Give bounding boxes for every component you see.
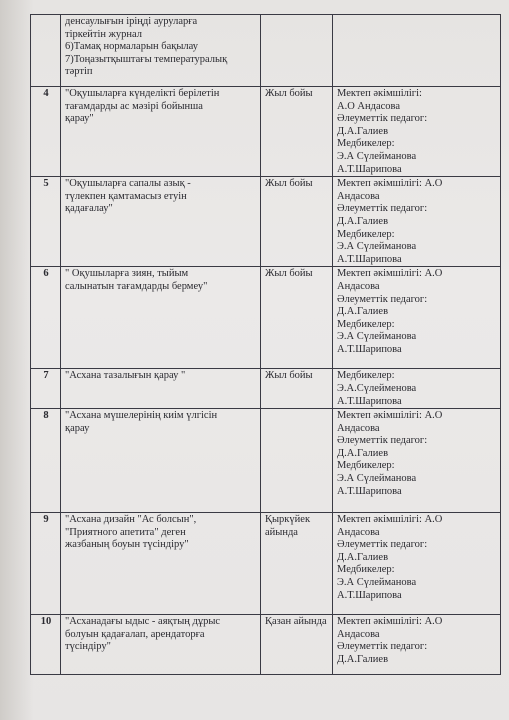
period: Жыл бойы (261, 87, 333, 177)
responsible-line: Әлеуметтік педагог: (337, 203, 428, 215)
responsible-line: Э.А Сүлейманова (337, 331, 417, 343)
responsible-line: Э.А Сүлейманова (337, 241, 417, 253)
responsible-line: Әлеуметтік педагог: (337, 539, 428, 551)
event-line: "Оқушыларға сапалы азық - (65, 178, 191, 190)
period: Қазан айында (261, 615, 333, 675)
period: Жыл бойы (261, 369, 333, 409)
responsible-line: Андасова (337, 628, 380, 640)
responsible-line: Әлеуметтік педагог: (337, 435, 428, 447)
responsible-line: Э.А Сүлейманова (337, 473, 417, 485)
event-line: "Асхана мүшелерінің киім үлгісін (65, 410, 218, 422)
event-description (61, 267, 261, 369)
event-line: қарау" (65, 113, 94, 125)
event-line: тәртіп (65, 66, 93, 78)
row-number: 4 (31, 87, 61, 177)
table-row (31, 409, 501, 513)
responsible-persons (333, 87, 501, 177)
responsible-line: Әлеуметтік педагог: (337, 293, 428, 305)
table-row (31, 177, 501, 267)
responsible-line: Мектеп әкімшілігі: А.О (337, 616, 443, 628)
responsible-line: Д.А.Галиев (337, 306, 389, 318)
period (261, 15, 333, 87)
event-line: жазбаның боуын түсіндіру" (65, 539, 189, 551)
responsible-persons (333, 369, 501, 409)
responsible-line: Әлеуметтік педагог: (337, 113, 428, 125)
responsible-line: А.Т.Шарипова (337, 163, 402, 175)
responsible-line: Д.А.Галиев (337, 653, 389, 665)
period: Жыл бойы (261, 177, 333, 267)
responsible-line: Медбикелер: (337, 460, 395, 472)
responsible-line: Э.А Сүлейманова (337, 577, 417, 589)
responsible-line: А.Т.Шарипова (337, 343, 402, 355)
row-number: 8 (31, 409, 61, 513)
responsible-line: Мектеп әкімшілігі: А.О (337, 514, 443, 526)
responsible-line: Медбикелер: (337, 370, 395, 382)
row-number: 9 (31, 513, 61, 615)
responsible-line: А.Т.Шарипова (337, 485, 402, 497)
period (261, 409, 333, 513)
responsible-line: Медбикелер: (337, 228, 395, 240)
table-row (31, 267, 501, 369)
responsible-line: Мектеп әкімшілігі: А.О (337, 268, 443, 280)
responsible-persons (333, 615, 501, 675)
responsible-line: Медбикелер: (337, 318, 395, 330)
table-row (31, 87, 501, 177)
responsible-line: Андасова (337, 422, 380, 434)
event-line: "Асхана дизайн "Ас болсын", (65, 514, 197, 526)
table-row (31, 15, 501, 87)
event-description (61, 615, 261, 675)
event-description (61, 409, 261, 513)
event-line: түсіндіру" (65, 641, 111, 653)
event-line: " Оқушыларға зиян, тыйым (65, 268, 189, 280)
event-description (61, 87, 261, 177)
period: Жыл бойы (261, 267, 333, 369)
row-number: 6 (31, 267, 61, 369)
table-row (31, 369, 501, 409)
responsible-persons (333, 267, 501, 369)
event-line: қарау (65, 422, 90, 434)
period: Қыркүйек айында (261, 513, 333, 615)
event-line: 7)Тоңазытқыштағы температуралық (65, 53, 228, 65)
responsible-line: Медбикелер: (337, 138, 395, 150)
row-number: 10 (31, 615, 61, 675)
responsible-line: Д.А.Галиев (337, 125, 389, 137)
table-row (31, 513, 501, 615)
responsible-line: Э.А.Сүлейменова (337, 382, 417, 394)
event-line: тағамдарды ас мәзірі бойынша (65, 100, 203, 112)
responsible-line: Андасова (337, 190, 380, 202)
responsible-persons (333, 409, 501, 513)
event-line: қадағалау" (65, 203, 113, 215)
responsible-line: Андасова (337, 526, 380, 538)
responsible-line: Д.А.Галиев (337, 215, 389, 227)
event-line: "Оқушыларға күнделікті берілетін (65, 88, 220, 99)
responsible-line: А.Т.Шарипова (337, 589, 402, 601)
row-number (31, 15, 61, 87)
row-number: 7 (31, 369, 61, 409)
event-line: "Асханадағы ыдыс - аяқтың дұрыс (65, 616, 221, 628)
responsible-persons (333, 15, 501, 87)
responsible-line: Әлеуметтік педагог: (337, 641, 428, 653)
event-description (61, 369, 261, 409)
responsible-line: Мектеп әкімшілігі: А.О (337, 410, 443, 422)
responsible-line: Медбикелер: (337, 564, 395, 576)
event-line: тіркейтін журнал (65, 28, 142, 40)
responsible-line: А.О Андасова (337, 100, 401, 112)
responsible-persons (333, 513, 501, 615)
event-line: "Асхана тазалығын қарау " (65, 370, 186, 382)
responsible-line: Мектеп әкімшілігі: А.О (337, 178, 443, 190)
responsible-line: Мектеп әкімшілігі: (337, 88, 422, 99)
responsible-line: Андасова (337, 280, 380, 292)
responsible-line: А.Т.Шарипова (337, 253, 402, 265)
row-number: 5 (31, 177, 61, 267)
responsible-line: А.Т.Шарипова (337, 395, 402, 407)
responsible-line: Д.А.Галиев (337, 551, 389, 563)
responsible-line: Э.А Сүлейманова (337, 150, 417, 162)
event-description (61, 177, 261, 267)
event-description (61, 15, 261, 87)
event-description (61, 513, 261, 615)
event-line: "Приятного апетита" деген (65, 526, 186, 538)
table-row (31, 615, 501, 675)
page-shadow (0, 0, 34, 720)
event-line: болуын қадағалап, арендаторға (65, 628, 205, 640)
table-body (31, 15, 501, 675)
event-line: денсаулығын іріңді ауруларға (65, 16, 198, 27)
event-line: түлекпен қамтамасыз етуін (65, 190, 187, 202)
event-line: салынатын тағамдарды бермеу" (65, 280, 208, 292)
event-line: 6)Тамақ нормаларын бақылау (65, 41, 199, 53)
meal-control-plan-table (30, 14, 501, 675)
responsible-persons (333, 177, 501, 267)
responsible-line: Д.А.Галиев (337, 447, 389, 459)
